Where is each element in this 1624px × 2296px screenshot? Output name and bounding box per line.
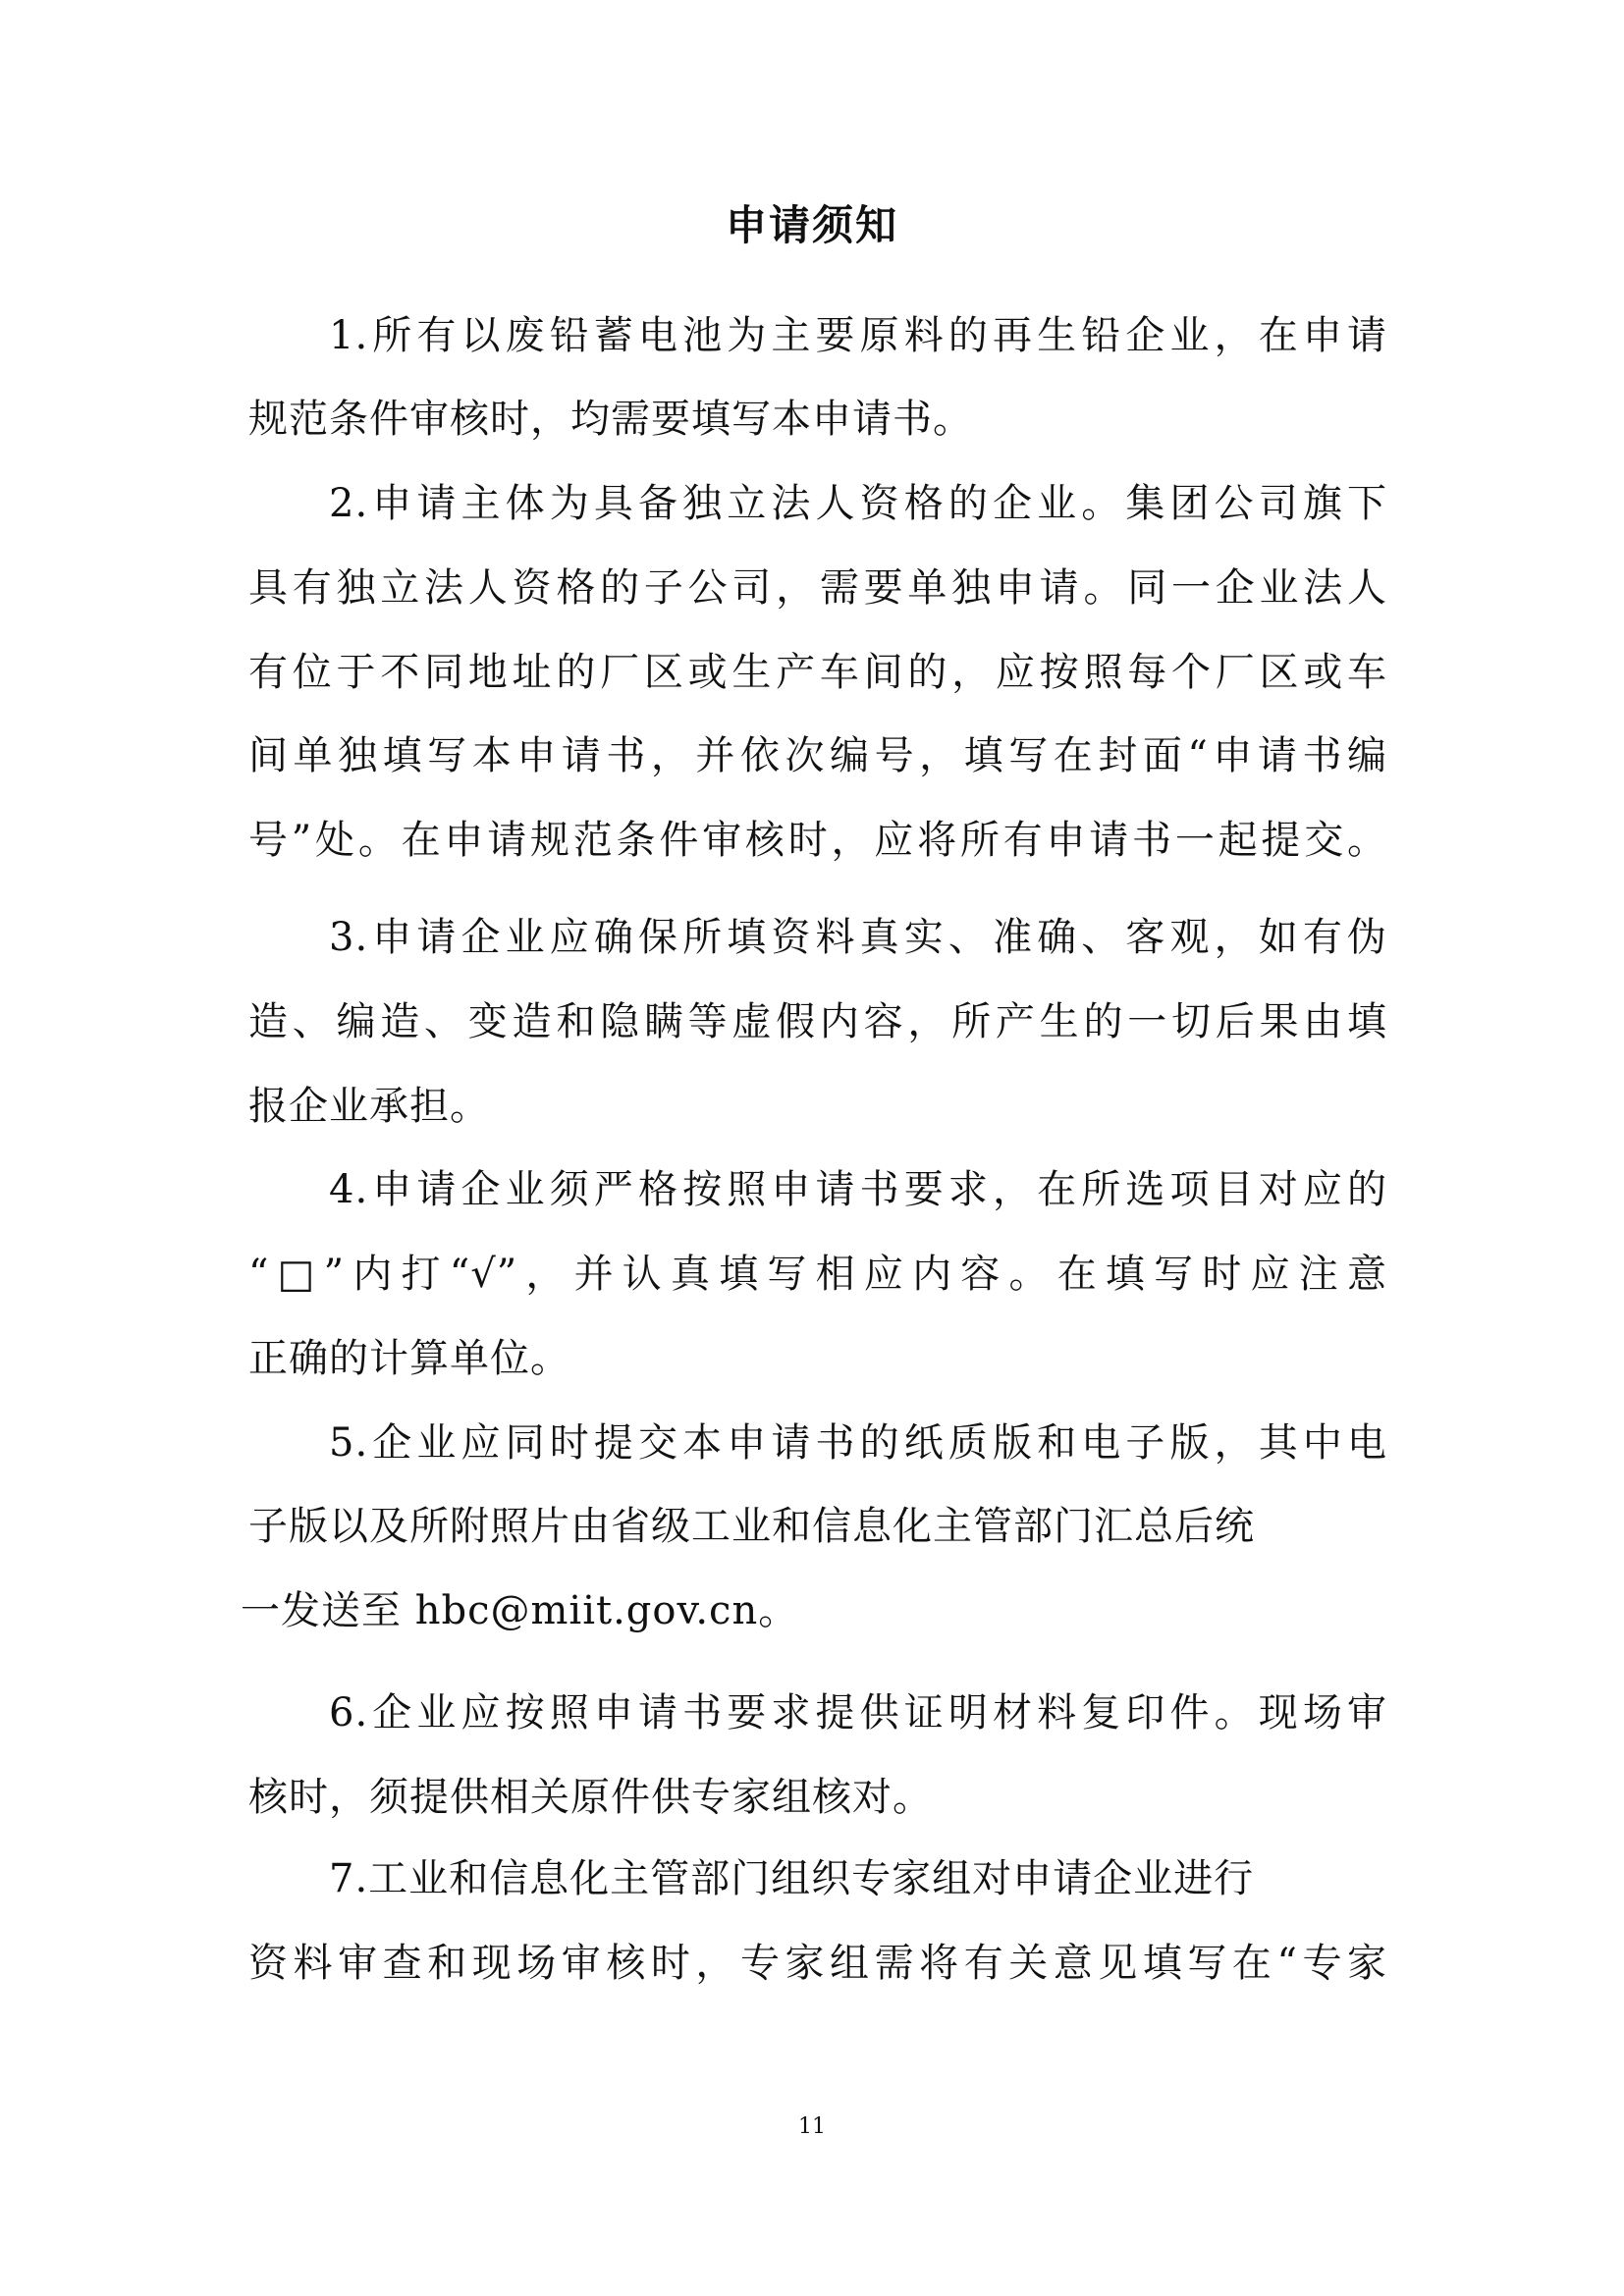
paragraph-line: 规范条件审核时，均需要填写本申请书。 <box>248 397 973 442</box>
paragraph-line: 造、编造、变造和隐瞒等虚假内容，所产生的一切后果由填 <box>248 999 1387 1044</box>
paragraph-line: 子版以及所附照片由省级工业和信息化主管部门汇总后统 <box>248 1504 1255 1549</box>
paragraph-line: 报企业承担。 <box>248 1084 490 1129</box>
paragraph-line: 间单独填写本申请书，并依次编号，填写在封面“申请书编 <box>248 733 1387 778</box>
paragraph-line: 3.申请企业应确保所填资料真实、准确、客观，如有伪 <box>329 915 1387 960</box>
paragraph-line: 4.申请企业须严格按照申请书要求，在所选项目对应的 <box>329 1167 1387 1212</box>
paragraph-line: 5.企业应同时提交本申请书的纸质版和电子版，其中电 <box>329 1420 1387 1466</box>
page-title: 申请须知 <box>725 201 898 249</box>
paragraph-line: 2.申请主体为具备独立法人资格的企业。集团公司旗下 <box>329 481 1387 526</box>
paragraph-line: “□”内打“√”，并认真填写相应内容。在填写时应注意 <box>248 1252 1387 1297</box>
paragraph-line: 7.工业和信息化主管部门组织专家组对申请企业进行 <box>329 1856 1255 1901</box>
paragraph-line: 有位于不同地址的厂区或生产车间的，应按照每个厂区或车 <box>248 650 1387 695</box>
paragraph-line: 一发送至 hbc@miit.gov.cn。 <box>241 1588 799 1633</box>
paragraph-line: 6.企业应按照申请书要求提供证明材料复印件。现场审 <box>329 1690 1387 1735</box>
page-number: 11 <box>798 2114 826 2139</box>
paragraph-line: 号”处。在申请规范条件审核时，应将所有申请书一起提交。 <box>248 818 1387 863</box>
paragraph-line: 核时，须提供相关原件供专家组核对。 <box>248 1775 933 1820</box>
paragraph-line: 资料审查和现场审核时，专家组需将有关意见填写在“专家 <box>248 1941 1387 1986</box>
paragraph-line: 1.所有以废铅蓄电池为主要原料的再生铅企业，在申请 <box>329 313 1387 358</box>
paragraph-line: 具有独立法人资格的子公司，需要单独申请。同一企业法人 <box>248 565 1387 611</box>
paragraph-line: 正确的计算单位。 <box>248 1336 570 1381</box>
